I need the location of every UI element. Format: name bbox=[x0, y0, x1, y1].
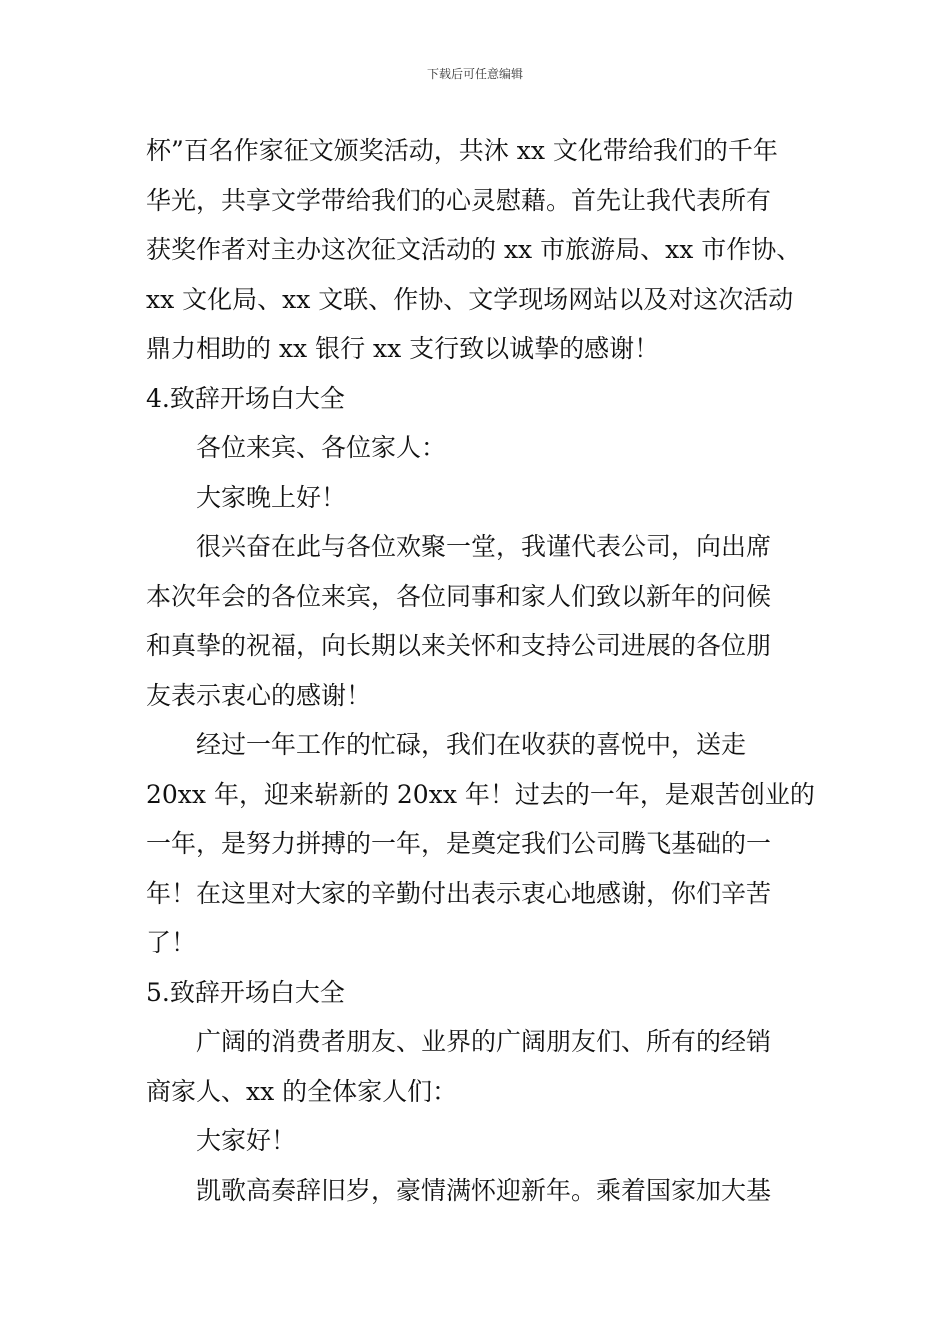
salutation-4: 各位来宾、各位家人： bbox=[196, 433, 447, 462]
text-line-13: 经过一年工作的忙碌，我们在收获的喜悦中，送走 bbox=[196, 730, 747, 759]
page-header-note: 下载后可任意编辑 bbox=[426, 67, 523, 81]
section-heading-5: 5.致辞开场白大全 bbox=[146, 977, 345, 1007]
text-line-9: 很兴奋在此与各位欢聚一堂，我谨代表公司，向出席 bbox=[196, 532, 772, 561]
text-line-12: 友表示衷心的感谢！ bbox=[146, 680, 372, 710]
text-line-2: 华光，共享文学带给我们的心灵慰藉。首先让我代表所有 bbox=[146, 185, 772, 215]
text-line-16: 年！在这里对大家的辛勤付出表示衷心地感谢，你们辛苦 bbox=[146, 878, 772, 908]
section-heading-4: 4.致辞开场白大全 bbox=[146, 383, 345, 413]
salutation-5: 广阔的消费者朋友、业界的广阔朋友们、所有的经销 bbox=[196, 1027, 772, 1056]
text-line-20: 商家人、xx 的全体家人们： bbox=[146, 1076, 458, 1106]
text-line-1: 杯”百名作家征文颁奖活动，共沐 xx 文化带给我们的千年 bbox=[146, 136, 778, 165]
greeting-4: 大家晚上好！ bbox=[196, 482, 347, 512]
text-line-15: 一年，是努力拼搏的一年，是奠定我们公司腾飞基础的一 bbox=[146, 829, 772, 858]
text-line-10: 本次年会的各位来宾，各位同事和家人们致以新年的问候 bbox=[146, 581, 772, 611]
text-line-14: 20xx 年，迎来崭新的 20xx 年！过去的一年，是艰苦创业的 bbox=[146, 779, 815, 809]
text-line-5: 鼎力相助的 xx 银行 xx 支行致以诚挚的感谢！ bbox=[146, 334, 660, 363]
greeting-5: 大家好！ bbox=[196, 1126, 297, 1155]
text-line-17: 了！ bbox=[146, 928, 197, 957]
text-line-4: xx 文化局、xx 文联、作协、文学现场网站以及对这次活动 bbox=[146, 284, 794, 314]
text-line-22: 凯歌高奏辞旧岁，豪情满怀迎新年。乘着国家加大基 bbox=[196, 1175, 772, 1205]
text-line-11: 和真挚的祝福，向长期以来关怀和支持公司进展的各位朋 bbox=[146, 631, 772, 660]
text-line-3: 获奖作者对主办这次征文活动的 xx 市旅游局、xx 市作协、 bbox=[146, 235, 802, 264]
document-body bbox=[146, 126, 826, 1215]
